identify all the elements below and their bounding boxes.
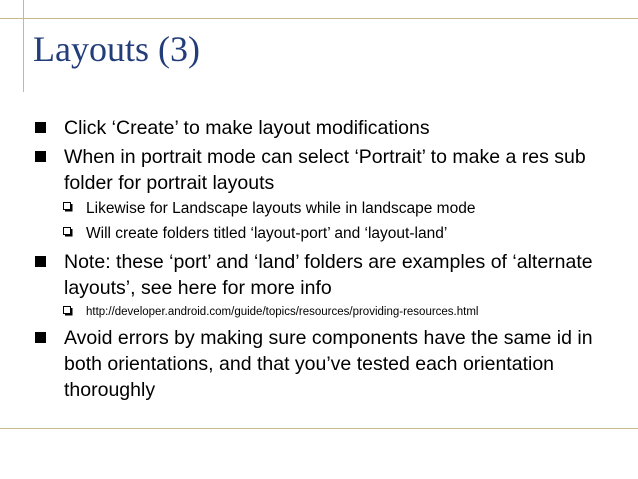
bullet-item (0, 115, 638, 141)
hollow-square-bullet-icon (63, 227, 73, 237)
reference-link[interactable]: http://developer.android.com/guide/topics/resources/providing-resources.html (86, 306, 479, 318)
bottom-rule (0, 428, 638, 429)
square-bullet-icon (35, 151, 46, 162)
vertical-rule (23, 0, 24, 92)
sub-bullet-text: Will create folders titled ‘layout-port’ and ‘layout-land’ (86, 225, 448, 242)
slide-title: Layouts (3) (33, 29, 200, 69)
sub-bullet-item (0, 304, 638, 320)
bullet-item (0, 249, 638, 301)
square-bullet-icon (35, 332, 46, 343)
bullet-item (0, 325, 638, 403)
square-bullet-icon (35, 122, 46, 133)
hollow-square-bullet-icon (63, 306, 73, 316)
sub-bullet-text: Likewise for Landscape layouts while in landscape mode (86, 200, 476, 217)
bullet-item (0, 144, 638, 196)
bullet-text: Note: these ‘port’ and ‘land’ folders are examples of ‘alternate layouts’, see here for more info (64, 251, 593, 299)
bullet-text: Click ‘Create’ to make layout modifications (64, 117, 430, 139)
bullet-text: When in portrait mode can select ‘Portrait’ to make a res sub folder for portrait layouts (64, 146, 586, 194)
bullet-text: Avoid errors by making sure components have the same id in both orientations, and that you’ve tested each orientation thoroughly (64, 327, 593, 401)
square-bullet-icon (35, 256, 46, 267)
top-rule (0, 18, 638, 19)
sub-bullet-item (0, 224, 638, 244)
hollow-square-bullet-icon (63, 202, 73, 212)
slide-body (0, 115, 638, 406)
sub-bullet-item (0, 199, 638, 219)
